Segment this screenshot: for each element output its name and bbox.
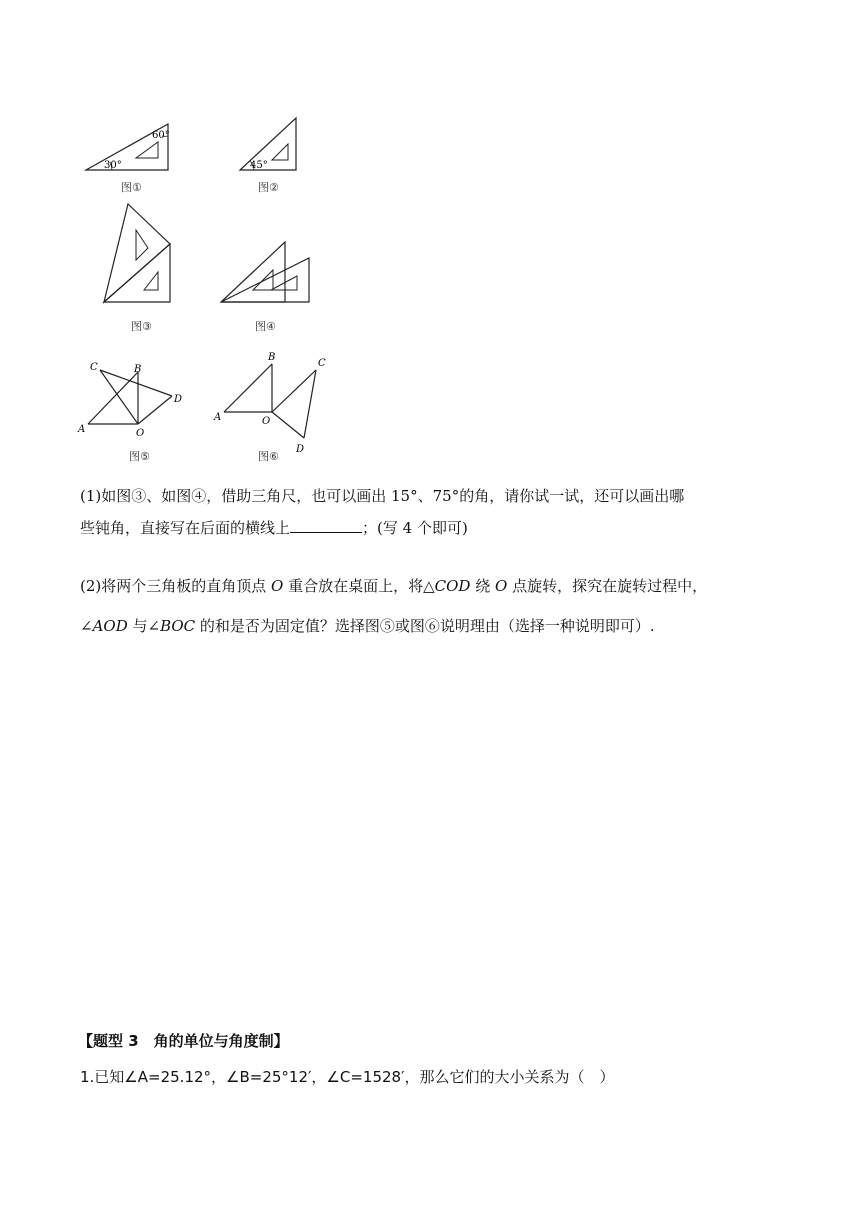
q2-point-O: O xyxy=(271,577,284,595)
question-2 xyxy=(80,566,790,646)
answer-blank[interactable] xyxy=(290,518,362,533)
rotation-diagram-5 xyxy=(76,356,188,438)
section-heading: 【题型 3 角的单位与角度制】 xyxy=(78,1032,289,1050)
q2-text-e: 与∠ xyxy=(127,617,161,635)
label-D: D xyxy=(296,444,305,455)
label-O: O xyxy=(136,428,145,439)
angle-60-label: 60° xyxy=(152,130,170,141)
triangle-45-diagram xyxy=(236,116,302,174)
label-A: A xyxy=(214,412,222,423)
q2-text-b: 重合放在桌面上，将△ xyxy=(283,577,435,595)
question-1-line-2-text: 些钝角，直接写在后面的横线上 xyxy=(80,519,291,537)
angle-45-label: 45° xyxy=(250,160,268,171)
q2-text-d: 点旋转，探究在旋转过程中， xyxy=(507,577,708,595)
figure-4-caption: 图④ xyxy=(255,320,276,333)
figure-3 xyxy=(98,202,174,306)
figure-2 xyxy=(236,116,302,174)
question-1 xyxy=(80,480,790,544)
question-1-line-1: (1)如图③、如图④，借助三角尺，也可以画出 15°、75°的角，请你试一试，还可以画出哪 xyxy=(80,487,685,505)
q2-point-O-2: O xyxy=(495,577,508,595)
figure-5-caption: 图⑤ xyxy=(129,450,150,463)
q2-angle-BOC: BOC xyxy=(160,617,196,635)
question-1-line-2-suffix: ；(写 4 个即可) xyxy=(362,519,468,537)
label-B: B xyxy=(134,364,142,375)
angle-30-label: 30° xyxy=(104,160,122,171)
triangle-30-60-diagram xyxy=(84,122,176,174)
label-C: C xyxy=(318,358,326,369)
question-2-line-2 xyxy=(80,606,790,646)
label-B: B xyxy=(268,352,276,363)
figure-3-caption: 图③ xyxy=(131,320,152,333)
figure-6-caption: 图⑥ xyxy=(258,450,279,463)
figure-1 xyxy=(84,122,176,174)
question-1-line-2 xyxy=(80,512,790,544)
q2-angle-AOD: AOD xyxy=(92,617,128,635)
figure-2-caption: 图② xyxy=(258,181,279,194)
section-question-1: 1.已知∠A=25.12°，∠B=25°12′，∠C=1528′，那么它们的大小关系为（ ） xyxy=(80,1068,615,1086)
label-O: O xyxy=(262,416,271,427)
figure-6 xyxy=(210,350,334,458)
q2-triangle-COD: COD xyxy=(434,577,471,595)
label-C: C xyxy=(90,362,98,373)
q2-text-c: 绕 xyxy=(470,577,496,595)
rotation-diagram-6 xyxy=(210,350,334,458)
q2-text-a: (2)将两个三角板的直角顶点 xyxy=(80,577,272,595)
two-triangles-diagram-4 xyxy=(219,238,313,306)
label-A: A xyxy=(78,424,86,435)
q2-angle-symbol: ∠ xyxy=(80,617,93,635)
q2-text-f: 的和是否为固定值？选择图⑤或图⑥说明理由（选择一种说明即可）. xyxy=(195,617,655,635)
figure-5 xyxy=(76,356,188,438)
two-triangles-diagram-3 xyxy=(98,202,174,306)
figure-1-caption: 图① xyxy=(121,181,142,194)
label-D: D xyxy=(174,394,183,405)
question-2-line-1 xyxy=(80,566,790,606)
figure-4 xyxy=(219,238,313,306)
